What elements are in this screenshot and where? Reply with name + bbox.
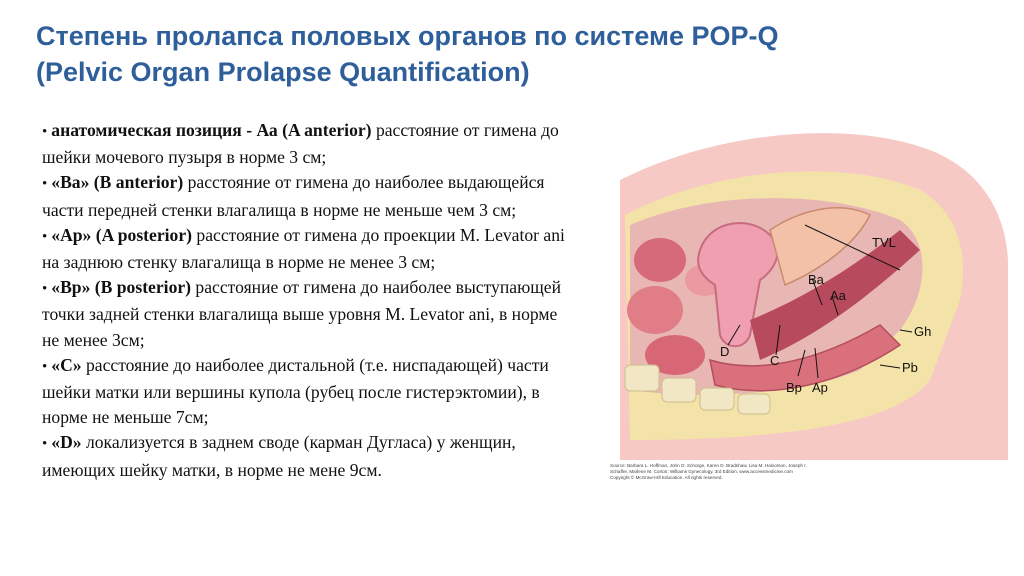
- list-item: [42, 170, 572, 222]
- credit-line: Source: Barbara L. Hoffman, John O. Schorge, Karen D. Bradshaw, Lisa M. Halvorson, Joseph I.: [610, 463, 807, 468]
- label-pb: Pb: [902, 360, 918, 375]
- term: «D»: [51, 432, 82, 453]
- term: «Вр» (B posterior): [51, 277, 192, 298]
- definitions-list: [42, 118, 572, 483]
- definition: расстояние от гимена до шейки мочевого пузыря в норме 3 см;: [42, 120, 559, 168]
- label-c: C: [770, 353, 780, 368]
- anatomy-drawing: [600, 120, 1010, 460]
- definition: локализуется в заднем своде (карман Дугласа) у женщин, имеющих шейку матки, в норме не мене 9см.: [42, 432, 516, 480]
- definition: расстояние от гимена до наиболее выступающей точки задней стенки влагалища выше уровня M. Levator ani, в норме не менее 3см;: [42, 277, 561, 350]
- bullet-icon: •: [42, 124, 48, 140]
- label-aa: Aa: [830, 288, 846, 303]
- label-d: D: [720, 344, 730, 359]
- slide-title: [36, 18, 996, 90]
- definition: расстояние от гимена до наиболее выдающейся части передней стенки влагалища в норме не меньше чем 3 см;: [42, 172, 545, 220]
- list-item: [42, 223, 572, 275]
- pop-q-anatomy-illustration: [600, 120, 1010, 492]
- bullet-icon: •: [42, 436, 48, 453]
- slide-title-line-2: (Pelvic Organ Prolapse Quantification): [36, 57, 530, 87]
- definition: расстояние до наиболее дистальной (т.е. ниспадающей) части шейки матки или вершины купола (рубец после гистерэктомии), в норме не меньше 7см;: [42, 354, 549, 428]
- bullet-icon: •: [42, 176, 48, 193]
- label-gh: Gh: [914, 324, 932, 339]
- credit-line: Copyright © McGraw-Hill Education. All rights reserved.: [610, 475, 723, 480]
- term: «С»: [51, 354, 82, 375]
- bullet-icon: •: [42, 228, 48, 245]
- label-ap: Ap: [812, 380, 828, 395]
- slide-title-line-1: Степень пролапса половых органов по системе POP-Q: [36, 21, 779, 51]
- definition: расстояние от гимена до проекции M. Levator ani на заднюю стенку влагалища в норме не менее 3 см;: [42, 224, 565, 273]
- label-ba: Ba: [808, 272, 824, 287]
- list-item: [42, 275, 572, 353]
- term: «Ар» (A posterior): [51, 224, 192, 245]
- term: анатомическая позиция - Аа (A anterior): [51, 120, 372, 140]
- bullet-icon: •: [42, 358, 48, 375]
- list-item: [42, 118, 572, 170]
- term: «Ва» (B anterior): [51, 172, 184, 193]
- credit-line: Schaffer, Marlene M. Corton: Williams Gynecology, 3rd Edition: www.accessmedicine.com: [610, 469, 793, 474]
- label-bp: Bp: [786, 380, 802, 395]
- label-tvl: TVL: [872, 235, 896, 250]
- list-item: [42, 430, 572, 482]
- bullet-icon: •: [42, 281, 48, 298]
- figure-source-credit: [610, 463, 910, 481]
- list-item: [42, 353, 572, 431]
